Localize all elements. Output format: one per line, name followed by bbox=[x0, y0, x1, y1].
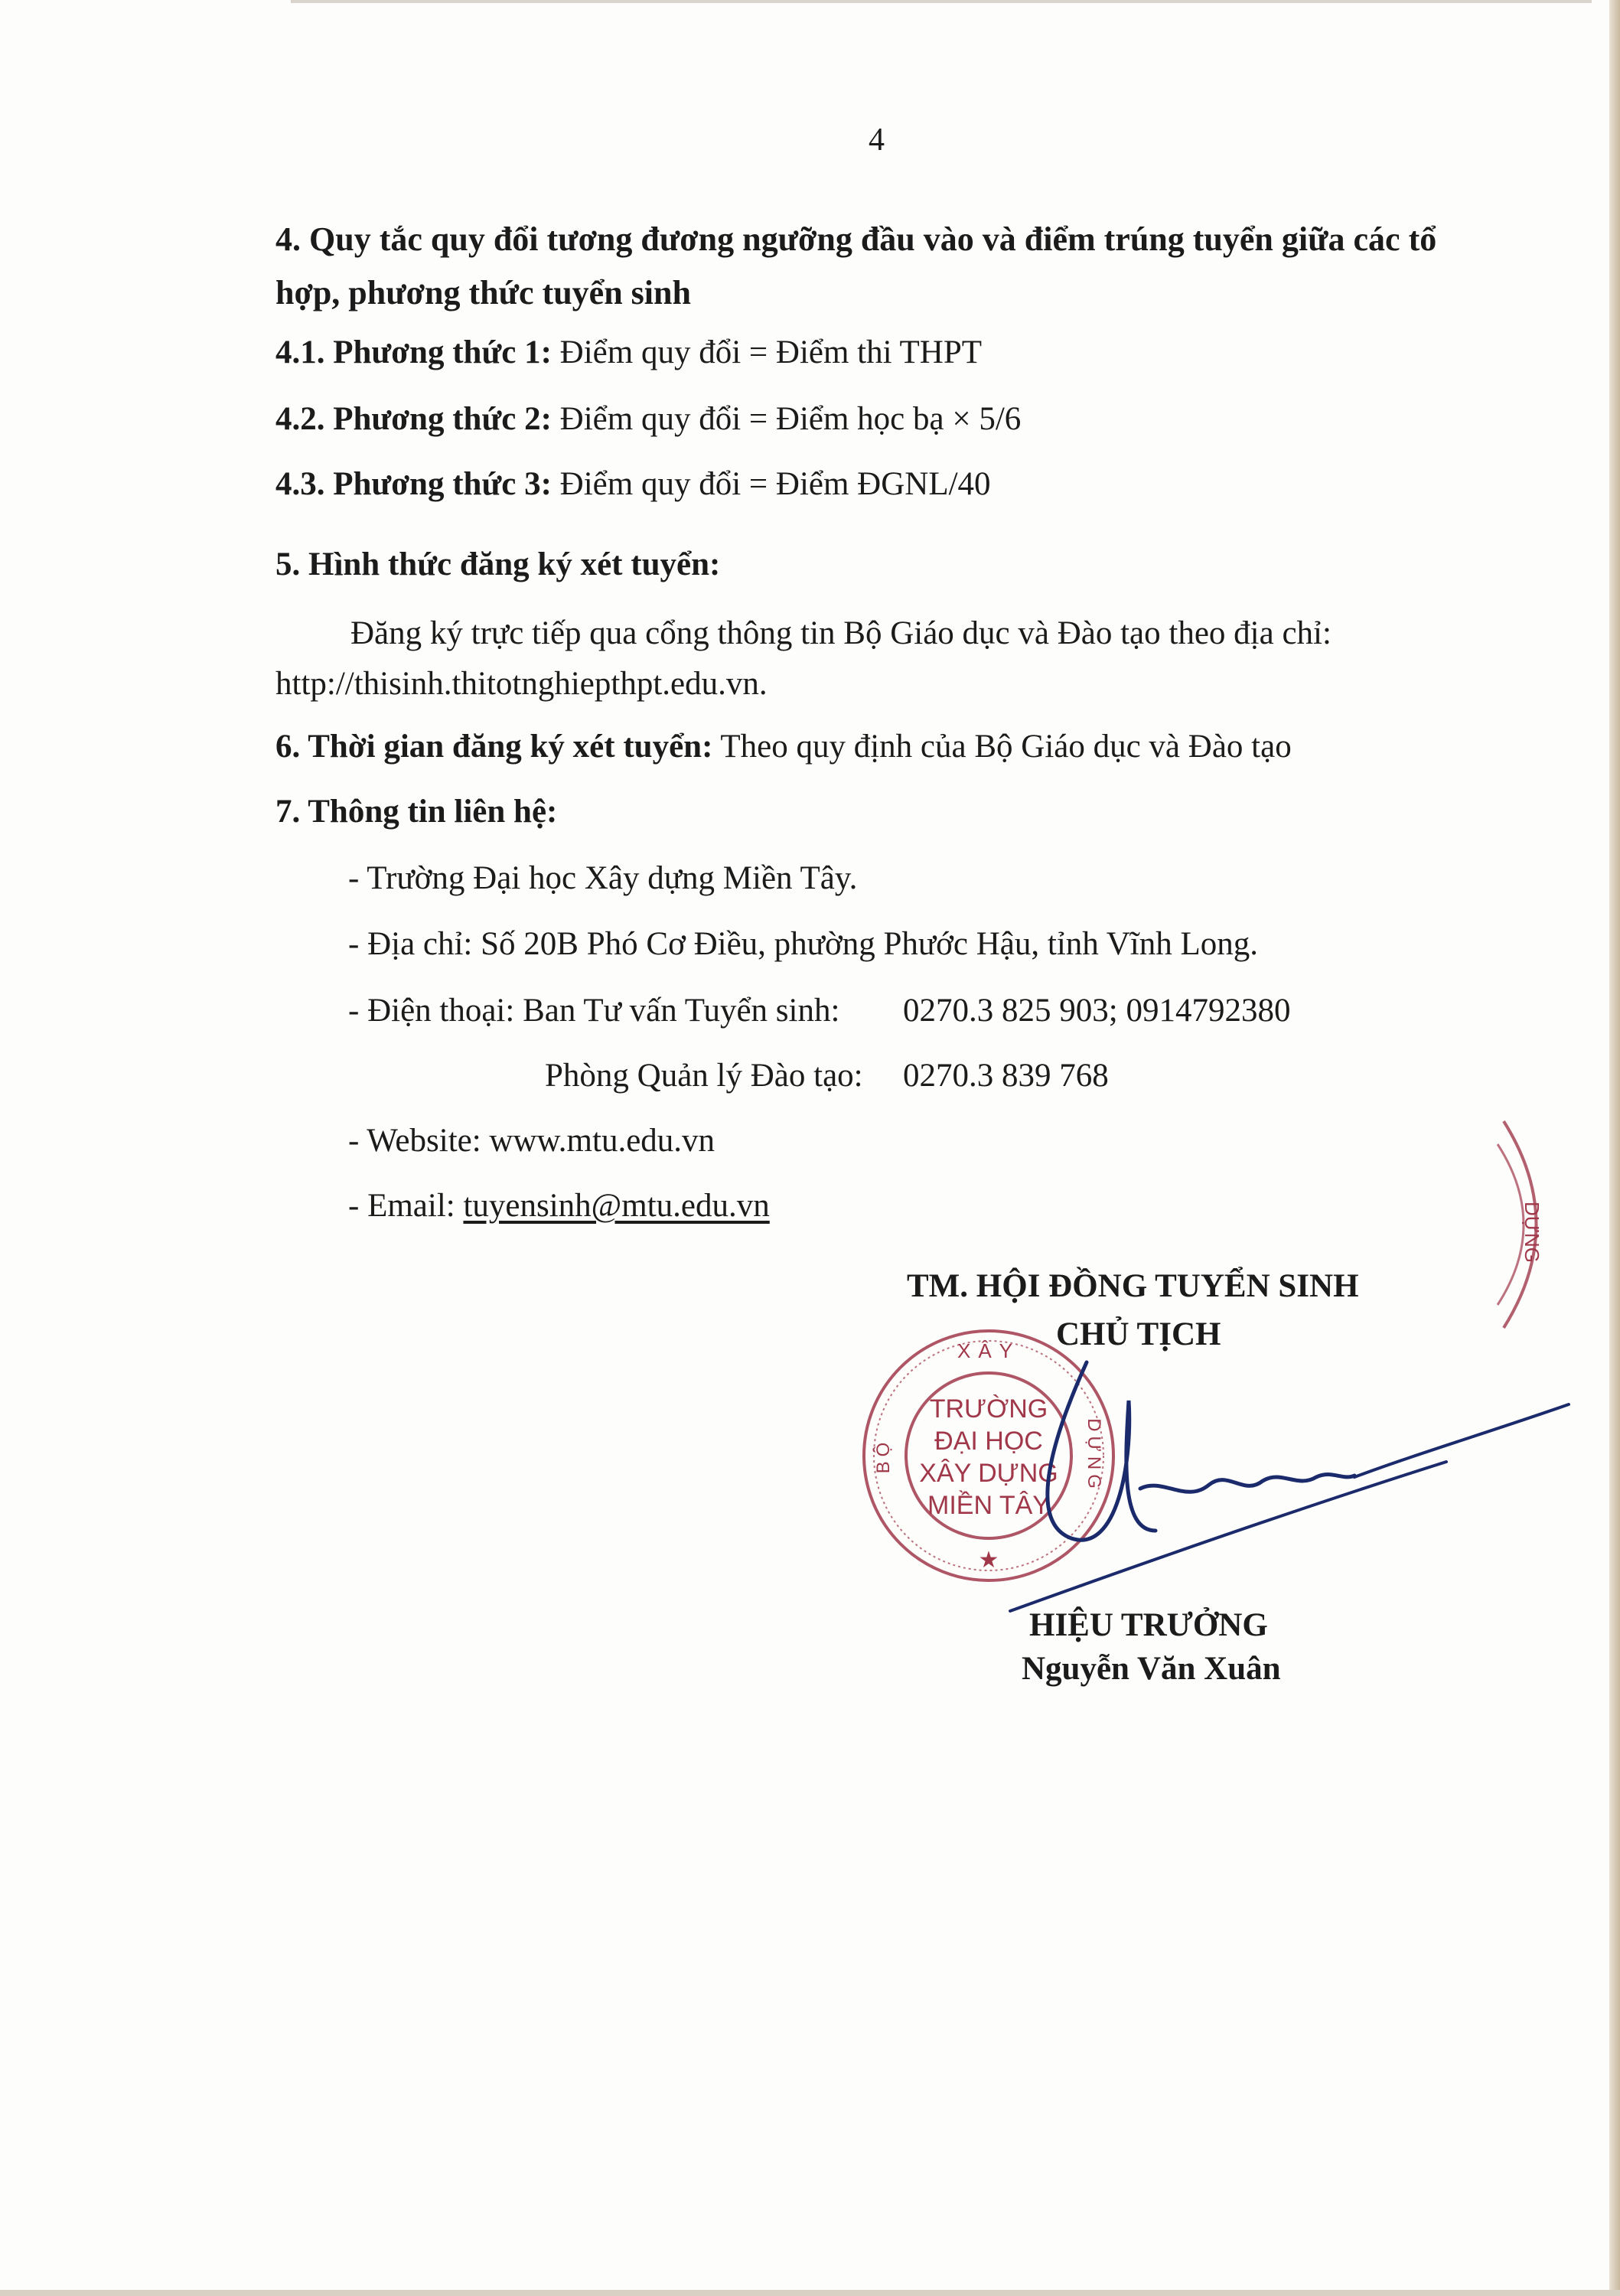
contact-email-link[interactable]: tuyensinh@mtu.edu.vn bbox=[463, 1188, 770, 1224]
stamp-line-2: ĐẠI HỌC bbox=[934, 1427, 1043, 1456]
partial-stamp-edge bbox=[1496, 1114, 1565, 1336]
partial-stamp-text: DỰNG bbox=[1521, 1202, 1543, 1263]
method-2-label: 4.2. Phương thức 2: bbox=[275, 401, 552, 437]
signature-title-chair: CHỦ TỊCH bbox=[1056, 1316, 1221, 1352]
method-2-line bbox=[275, 400, 1021, 439]
signature-title-principal: HIỆU TRƯỞNG bbox=[1029, 1607, 1268, 1643]
paper-edge-shadow bbox=[1609, 0, 1620, 2296]
contact-address: - Địa chỉ: Số 20B Phó Cơ Điều, phường Phước Hậu, tỉnh Vĩnh Long. bbox=[348, 926, 1259, 962]
method-3-text: Điểm quy đổi = Điểm ĐGNL/40 bbox=[551, 466, 991, 502]
contact-phone-label: - Điện thoại: Ban Tư vấn Tuyển sinh: bbox=[348, 993, 840, 1029]
stamp-star-icon: ★ bbox=[978, 1547, 999, 1574]
method-3-label: 4.3. Phương thức 3: bbox=[275, 466, 552, 502]
stamp-ring-right: DỰNG bbox=[1084, 1418, 1104, 1493]
section-6-text: Theo quy định của Bộ Giáo dục và Đào tạo bbox=[712, 729, 1292, 765]
stamp-ring-left: BỘ bbox=[873, 1437, 894, 1474]
contact-office-value: 0270.3 839 768 bbox=[903, 1058, 1109, 1094]
contact-email-line bbox=[348, 1186, 770, 1226]
paper-top-edge bbox=[291, 0, 1592, 3]
stamp-line-4: MIỀN TÂY bbox=[927, 1491, 1050, 1520]
page-number: 4 bbox=[869, 122, 885, 158]
contact-school: - Trường Đại học Xây dựng Miền Tây. bbox=[348, 860, 858, 896]
method-3-line bbox=[275, 465, 991, 504]
contact-website: - Website: www.mtu.edu.vn bbox=[348, 1123, 715, 1159]
contact-email-label: - Email: bbox=[348, 1188, 464, 1224]
method-1-text: Điểm quy đổi = Điểm thi THPT bbox=[551, 334, 983, 370]
section-5-heading: 5. Hình thức đăng ký xét tuyển: bbox=[275, 546, 721, 582]
contact-office-label: Phòng Quản lý Đào tạo: bbox=[545, 1058, 863, 1094]
stamp-line-3: XÂY DỰNG bbox=[919, 1459, 1058, 1488]
section-6-label: 6. Thời gian đăng ký xét tuyển: bbox=[275, 729, 713, 765]
stamp-line-1: TRƯỜNG bbox=[929, 1394, 1048, 1424]
signatory-name: Nguyễn Văn Xuân bbox=[1022, 1651, 1281, 1687]
method-1-line bbox=[275, 333, 982, 373]
section-7-heading: 7. Thông tin liên hệ: bbox=[275, 794, 558, 830]
section-6-line bbox=[275, 727, 1292, 767]
method-2-text: Điểm quy đổi = Điểm học bạ × 5/6 bbox=[551, 401, 1022, 437]
stamp-ring-top: XÂY bbox=[957, 1339, 1021, 1362]
section-4-heading: 4. Quy tắc quy đổi tương đương ngưỡng đầu vào và điểm trúng tuyển giữa các tổ hợp, phương thức tuyển sinh bbox=[275, 220, 1437, 311]
method-1-label: 4.1. Phương thức 1: bbox=[275, 334, 552, 370]
section-5-body: Đăng ký trực tiếp qua cổng thông tin Bộ Giáo dục và Đào tạo theo địa chỉ: http://thisinh.thitotnghiepthpt.edu.vn. bbox=[275, 615, 1332, 702]
contact-phone-value: 0270.3 825 903; 0914792380 bbox=[903, 993, 1291, 1029]
handwritten-signature bbox=[957, 1355, 1576, 1623]
paper-bottom-edge bbox=[0, 2290, 1620, 2296]
signature-title-council: TM. HỘI ĐỒNG TUYỂN SINH bbox=[907, 1268, 1359, 1304]
